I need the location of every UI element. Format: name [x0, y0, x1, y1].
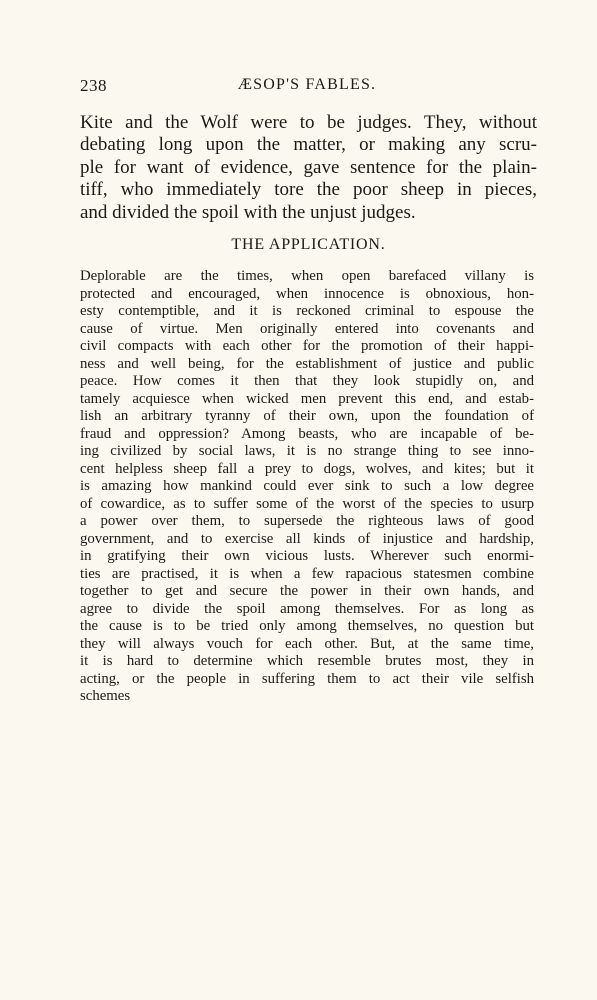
application-paragraph: [80, 268, 534, 706]
application-line: Deplorable are the times, when open barefaced villany is: [80, 268, 534, 284]
book-title: ÆSOP'S FABLES.: [237, 76, 377, 93]
application-line: the cause is to be tried only among themselves, no question but: [80, 618, 534, 634]
fable-line: ple for want of evidence, gave sentence for the plain-: [80, 156, 537, 178]
fable-line: debating long upon the matter, or making any scru-: [80, 134, 537, 156]
application-line: cent helpless sheep fall a prey to dogs, wolves, and kites; but it: [80, 460, 534, 477]
page-number: 238: [80, 76, 107, 95]
application-heading: THE APPLICATION.: [231, 236, 386, 253]
application-line: schemes: [80, 688, 131, 704]
application-line: acting, or the people in suffering them to act their vile selfish: [80, 670, 534, 687]
application-line: lish an arbitrary tyranny of their own, upon the foundation of: [80, 408, 534, 424]
application-line: esty contemptible, and it is reckoned criminal to espouse the: [80, 303, 534, 319]
fable-paragraph: [80, 112, 537, 224]
application-line: ness and well being, for the establishment of justice and public: [80, 355, 534, 372]
application-line: protected and encouraged, when innocence is obnoxious, hon-: [80, 285, 534, 302]
running-head: [80, 76, 534, 98]
application-line: peace. How comes it then that they look stupidly on, and: [80, 373, 534, 389]
application-line: government, and to exercise all kinds of injustice and hardship,: [80, 530, 534, 547]
application-line: agree to divide the spoil among themselves. For as long as: [80, 600, 534, 617]
application-line: tamely acquiesce when wicked men prevent this end, and estab-: [80, 390, 534, 407]
application-line: it is hard to determine which resemble brutes most, they in: [80, 653, 534, 669]
application-line: is amazing how mankind could ever sink to such a low degree: [80, 478, 534, 494]
application-line: in gratifying their own vicious lusts. Wherever such enormi-: [80, 548, 534, 564]
application-line: they will always vouch for each other. But, at the same time,: [80, 635, 534, 652]
application-line: together to get and secure the power in their own hands, and: [80, 583, 534, 599]
application-line: fraud and oppression? Among beasts, who are incapable of be-: [80, 425, 534, 442]
application-line: cause of virtue. Men originally entered into covenants and: [80, 320, 534, 337]
fable-line: Kite and the Wolf were to be judges. They, without: [80, 112, 537, 133]
fable-line: and divided the spoil with the unjust judges.: [80, 201, 416, 223]
application-line: ing civilized by social laws, it is no strange thing to see inno-: [80, 443, 534, 459]
application-line: civil compacts with each other for the promotion of their happi-: [80, 338, 534, 354]
application-line: a power over them, to supersede the righteous laws of good: [80, 513, 534, 529]
fable-line: tiff, who immediately tore the poor sheep in pieces,: [80, 179, 537, 201]
application-line: ties are practised, it is when a few rapacious statesmen combine: [80, 565, 534, 582]
application-line: of cowardice, as to suffer some of the worst of the species to usurp: [80, 495, 534, 512]
